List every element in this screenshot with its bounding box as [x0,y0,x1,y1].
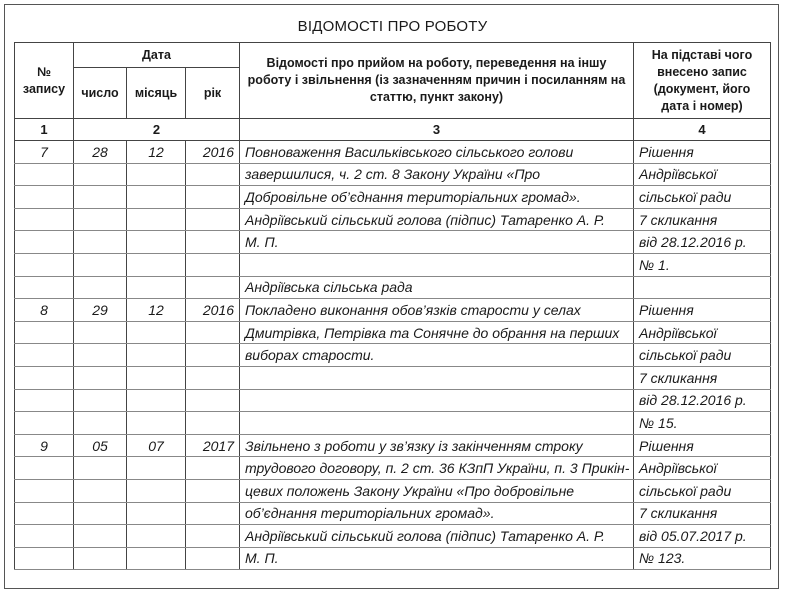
info-cell: завершилися, ч. 2 ст. 8 Закону України «Про [240,163,634,186]
work-records-table [14,42,771,570]
info-cell [240,389,634,412]
info-cell: виборах старости. [240,344,634,367]
basis-cell: Рішення [634,141,771,164]
month-cell [127,366,186,389]
header-day: число [74,68,127,119]
record-no-cell [15,344,74,367]
basis-cell: 7 скликання [634,366,771,389]
info-cell: Андріївський сільський голова (підпис) Татаренко А. Р. [240,525,634,548]
year-cell [186,389,240,412]
table-row [15,479,771,502]
year-cell [186,253,240,276]
record-no-cell: 8 [15,299,74,322]
year-cell: 2016 [186,299,240,322]
info-cell [240,253,634,276]
info-cell: об’єднання територіальних громад». [240,502,634,525]
record-no-cell [15,321,74,344]
month-cell [127,389,186,412]
info-cell: Покладено виконання обов’язків старости у селах [240,299,634,322]
basis-cell: від 28.12.2016 р. [634,231,771,254]
table-row [15,299,771,322]
year-cell [186,276,240,299]
month-cell [127,525,186,548]
record-no-cell [15,547,74,570]
table-row [15,231,771,254]
basis-cell: Андріївської [634,321,771,344]
basis-cell: від 05.07.2017 р. [634,525,771,548]
record-no-cell [15,208,74,231]
records-body [15,141,771,570]
year-cell [186,186,240,209]
header-year: рік [186,68,240,119]
basis-cell: Андріївської [634,163,771,186]
record-no-cell [15,253,74,276]
record-no-cell [15,186,74,209]
info-cell: цевих положень Закону України «Про добровільне [240,479,634,502]
day-cell: 28 [74,141,127,164]
day-cell [74,547,127,570]
info-cell [240,366,634,389]
month-cell [127,186,186,209]
day-cell [74,253,127,276]
month-cell [127,344,186,367]
info-cell: Андріївський сільський голова (підпис) Татаренко А. Р. [240,208,634,231]
year-cell [186,412,240,435]
table-row [15,344,771,367]
month-cell [127,412,186,435]
year-cell [186,502,240,525]
basis-cell: від 28.12.2016 р. [634,389,771,412]
year-cell [186,344,240,367]
basis-cell: № 15. [634,412,771,435]
month-cell [127,479,186,502]
info-cell: М. П. [240,547,634,570]
record-no-cell [15,276,74,299]
info-cell: Дмитрівка, Петрівка та Сонячне до обрання на перших [240,321,634,344]
year-cell [186,547,240,570]
column-number: 4 [634,119,771,141]
record-no-cell: 7 [15,141,74,164]
table-row [15,366,771,389]
table-row [15,163,771,186]
day-cell [74,163,127,186]
record-no-cell [15,163,74,186]
day-cell [74,412,127,435]
year-cell [186,525,240,548]
info-cell [240,412,634,435]
day-cell [74,186,127,209]
month-cell [127,208,186,231]
day-cell [74,525,127,548]
basis-cell: 7 скликання [634,208,771,231]
month-cell [127,276,186,299]
basis-cell: Рішення [634,299,771,322]
record-no-cell [15,525,74,548]
record-no-cell: 9 [15,434,74,457]
day-cell [74,276,127,299]
month-cell [127,231,186,254]
page-title: ВІДОМОСТІ ПРО РОБОТУ [297,18,488,35]
table-row [15,141,771,164]
month-cell [127,163,186,186]
month-cell: 07 [127,434,186,457]
year-cell: 2016 [186,141,240,164]
table-row [15,276,771,299]
table-row [15,253,771,276]
record-no-cell [15,479,74,502]
table-row [15,525,771,548]
record-no-cell [15,457,74,480]
basis-cell: № 1. [634,253,771,276]
header-date: Дата [74,43,240,68]
basis-cell: Андріївської [634,457,771,480]
table-row [15,457,771,480]
info-cell: Добровільне об’єднання територіальних громад». [240,186,634,209]
year-cell [186,163,240,186]
basis-cell: 7 скликання [634,502,771,525]
month-cell [127,547,186,570]
table-row [15,389,771,412]
column-number: 2 [74,119,240,141]
column-number: 1 [15,119,74,141]
header-info: Відомості про прийом на роботу, переведення на іншу роботу і звільнення (із зазначенням причин і посиланням на статтю, пункт закону) [240,43,634,119]
column-number: 3 [240,119,634,141]
info-cell: трудового договору, п. 2 ст. 36 КЗпП України, п. 3 Прикін- [240,457,634,480]
header-month: місяць [127,68,186,119]
day-cell: 29 [74,299,127,322]
header-basis: На підставі чого внесено запис (документ, його дата і номер) [634,43,771,119]
record-no-cell [15,502,74,525]
day-cell [74,389,127,412]
record-no-cell [15,231,74,254]
table-row [15,186,771,209]
header-record-no: № запису [15,43,74,119]
basis-cell: № 123. [634,547,771,570]
table-row [15,412,771,435]
month-cell: 12 [127,299,186,322]
day-cell [74,231,127,254]
day-cell [74,457,127,480]
day-cell [74,479,127,502]
record-no-cell [15,412,74,435]
basis-cell: сільської ради [634,186,771,209]
info-cell: Андріївська сільська рада [240,276,634,299]
year-cell [186,479,240,502]
day-cell [74,502,127,525]
year-cell [186,321,240,344]
info-cell: Повноваження Васильківського сільського голови [240,141,634,164]
day-cell [74,344,127,367]
month-cell [127,502,186,525]
day-cell [74,366,127,389]
record-no-cell [15,366,74,389]
day-cell: 05 [74,434,127,457]
table-row [15,321,771,344]
info-cell: Звільнено з роботи у зв’язку із закінченням строку [240,434,634,457]
table-row [15,502,771,525]
year-cell: 2017 [186,434,240,457]
table-row [15,434,771,457]
month-cell [127,321,186,344]
info-cell: М. П. [240,231,634,254]
basis-cell: сільської ради [634,479,771,502]
year-cell [186,208,240,231]
year-cell [186,231,240,254]
table-row [15,208,771,231]
month-cell [127,457,186,480]
day-cell [74,208,127,231]
record-no-cell [15,389,74,412]
table-row [15,547,771,570]
basis-cell [634,276,771,299]
month-cell: 12 [127,141,186,164]
month-cell [127,253,186,276]
year-cell [186,457,240,480]
day-cell [74,321,127,344]
year-cell [186,366,240,389]
basis-cell: Рішення [634,434,771,457]
basis-cell: сільської ради [634,344,771,367]
